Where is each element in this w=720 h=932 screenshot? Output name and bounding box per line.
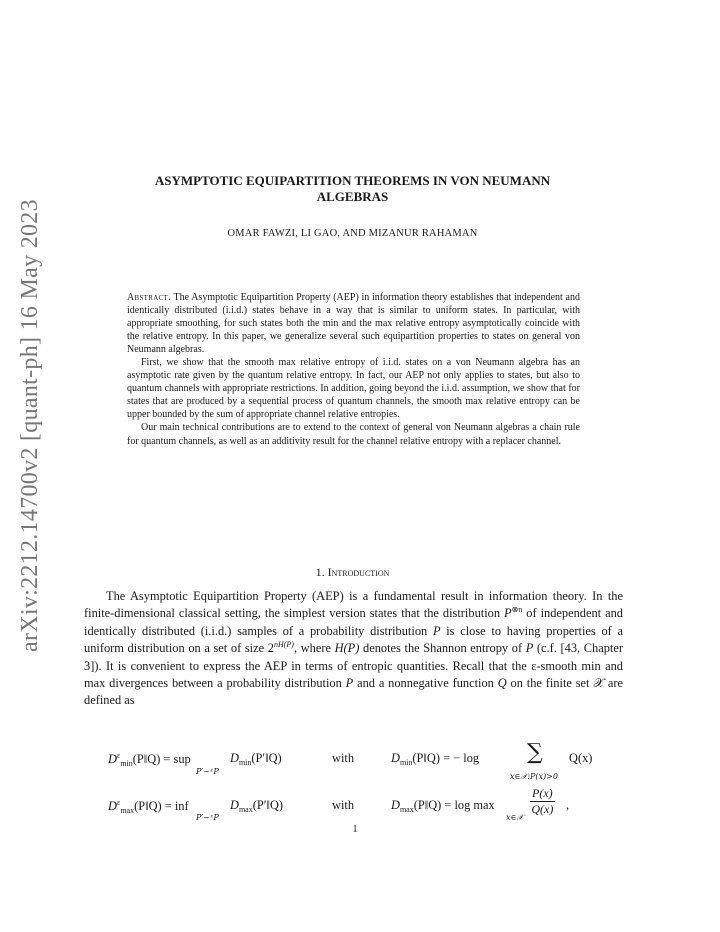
- eq2-rhs2: $D_{max}(P‖Q) = \log \max$: [391, 798, 495, 814]
- section-number: 1.: [315, 565, 325, 579]
- abstract-paragraph-2: First, we show that the smooth max relative entropy of i.i.d. states on a von Neumann algebra has an asymptotic rate given by the quantum relative entropy. In fact, our AEP not only applies to states, but also to quantum channels with appropriate restrictions. In addition, going beyond the i.i.d. assumption, we show that for states that are produced by a sequential process of quantum channels, the smooth max relative entropy can be upper bounded by the sum of appropriate channel relative entropies.: [127, 357, 580, 421]
- eq2-fraction: [530, 786, 555, 817]
- eq1-sup-subscript: P′∼ᵋP: [196, 767, 219, 776]
- eq1-lhs: $D^\varepsilon_{min}(P‖Q)$ = sup: [108, 751, 191, 768]
- summation-symbol: ∑: [527, 740, 543, 765]
- eq2-rhs1: $D_{max}(P'‖Q)$: [230, 798, 284, 814]
- arxiv-identifier: arXiv:2212.14700v2 [quant-ph] 16 May 2023: [17, 199, 43, 652]
- fraction-denominator: Q(x): [531, 802, 554, 816]
- section-heading: [95, 565, 610, 580]
- fraction-numerator: P(x): [532, 786, 553, 800]
- page-number: 1: [352, 824, 358, 835]
- eq1-sum-subscript: x∈𝒳:P(x)>0: [510, 772, 558, 781]
- eq2-trailing-comma: ,: [566, 798, 570, 812]
- abstract: [127, 291, 580, 448]
- eq1-sum-term: Q(x): [569, 751, 593, 765]
- author-list: OMAR FAWZI, LI GAO, AND MIZANUR RAHAMAN: [227, 228, 478, 239]
- abstract-paragraph-1: [127, 291, 580, 356]
- eq2-with: with: [332, 798, 355, 812]
- abstract-text-1: The Asymptotic Equipartition Property (AEP) in information theory establishes that independent and identically distributed (i.i.d.) states behave in a way that is similar to uniform states. In particular, with appropriate smoothing, for such states both the min and the max relative entropy asymptotically coincide with the relative entropy. In this paper, we generalize several such equipartition properties to states on general von Neumann algebras.: [127, 292, 580, 356]
- paper-title: [95, 173, 610, 205]
- title-line-1: ASYMPTOTIC EQUIPARTITION THEOREMS IN VON NEUMANN: [154, 173, 551, 188]
- abstract-paragraph-3: Our main technical contributions are to extend to the context of general von Neumann algebras a chain rule for quantum channels, as well as an additivity result for the channel relative entropy with a replacer channel.: [127, 422, 580, 447]
- eq1-with: with: [332, 751, 355, 765]
- intro-text: The Asymptotic Equipartition Property (AEP) is a fundamental result in information theory. In the finite-dimensional classical setting, the simplest version states that the distribution $P^{\otimes n}$ of independent and identically distributed (i.i.d.) samples of a probability distribution P is close to having properties of a uniform distribution on a set of size $2^{nH(P)}$, where H(P) denotes the Shannon entropy of P (c.f. [43, Chapter 3]). It is convenient to express the AEP in terms of entropic quantities. Recall that the ε-smooth min and max divergences between a probability distribution P and a nonnegative function Q on the finite set 𝒳 are defined as: [84, 589, 624, 708]
- section-title: Introduction: [327, 565, 390, 579]
- eq2-lhs: $D^\varepsilon_{max}(P‖Q)$ = inf: [108, 798, 189, 815]
- introduction-paragraph: [84, 588, 623, 710]
- eq2-max-subscript: x∈𝒳: [506, 813, 524, 822]
- eq1-rhs1: $D_{min}(P'‖Q)$: [230, 751, 282, 767]
- eq2-inf-subscript: P′∼ᵋP: [196, 813, 219, 822]
- abstract-label: Abstract.: [127, 292, 171, 303]
- title-line-2: ALGEBRAS: [316, 189, 389, 204]
- eq1-rhs2: $D_{min}(P‖Q)$ = − log: [391, 751, 480, 767]
